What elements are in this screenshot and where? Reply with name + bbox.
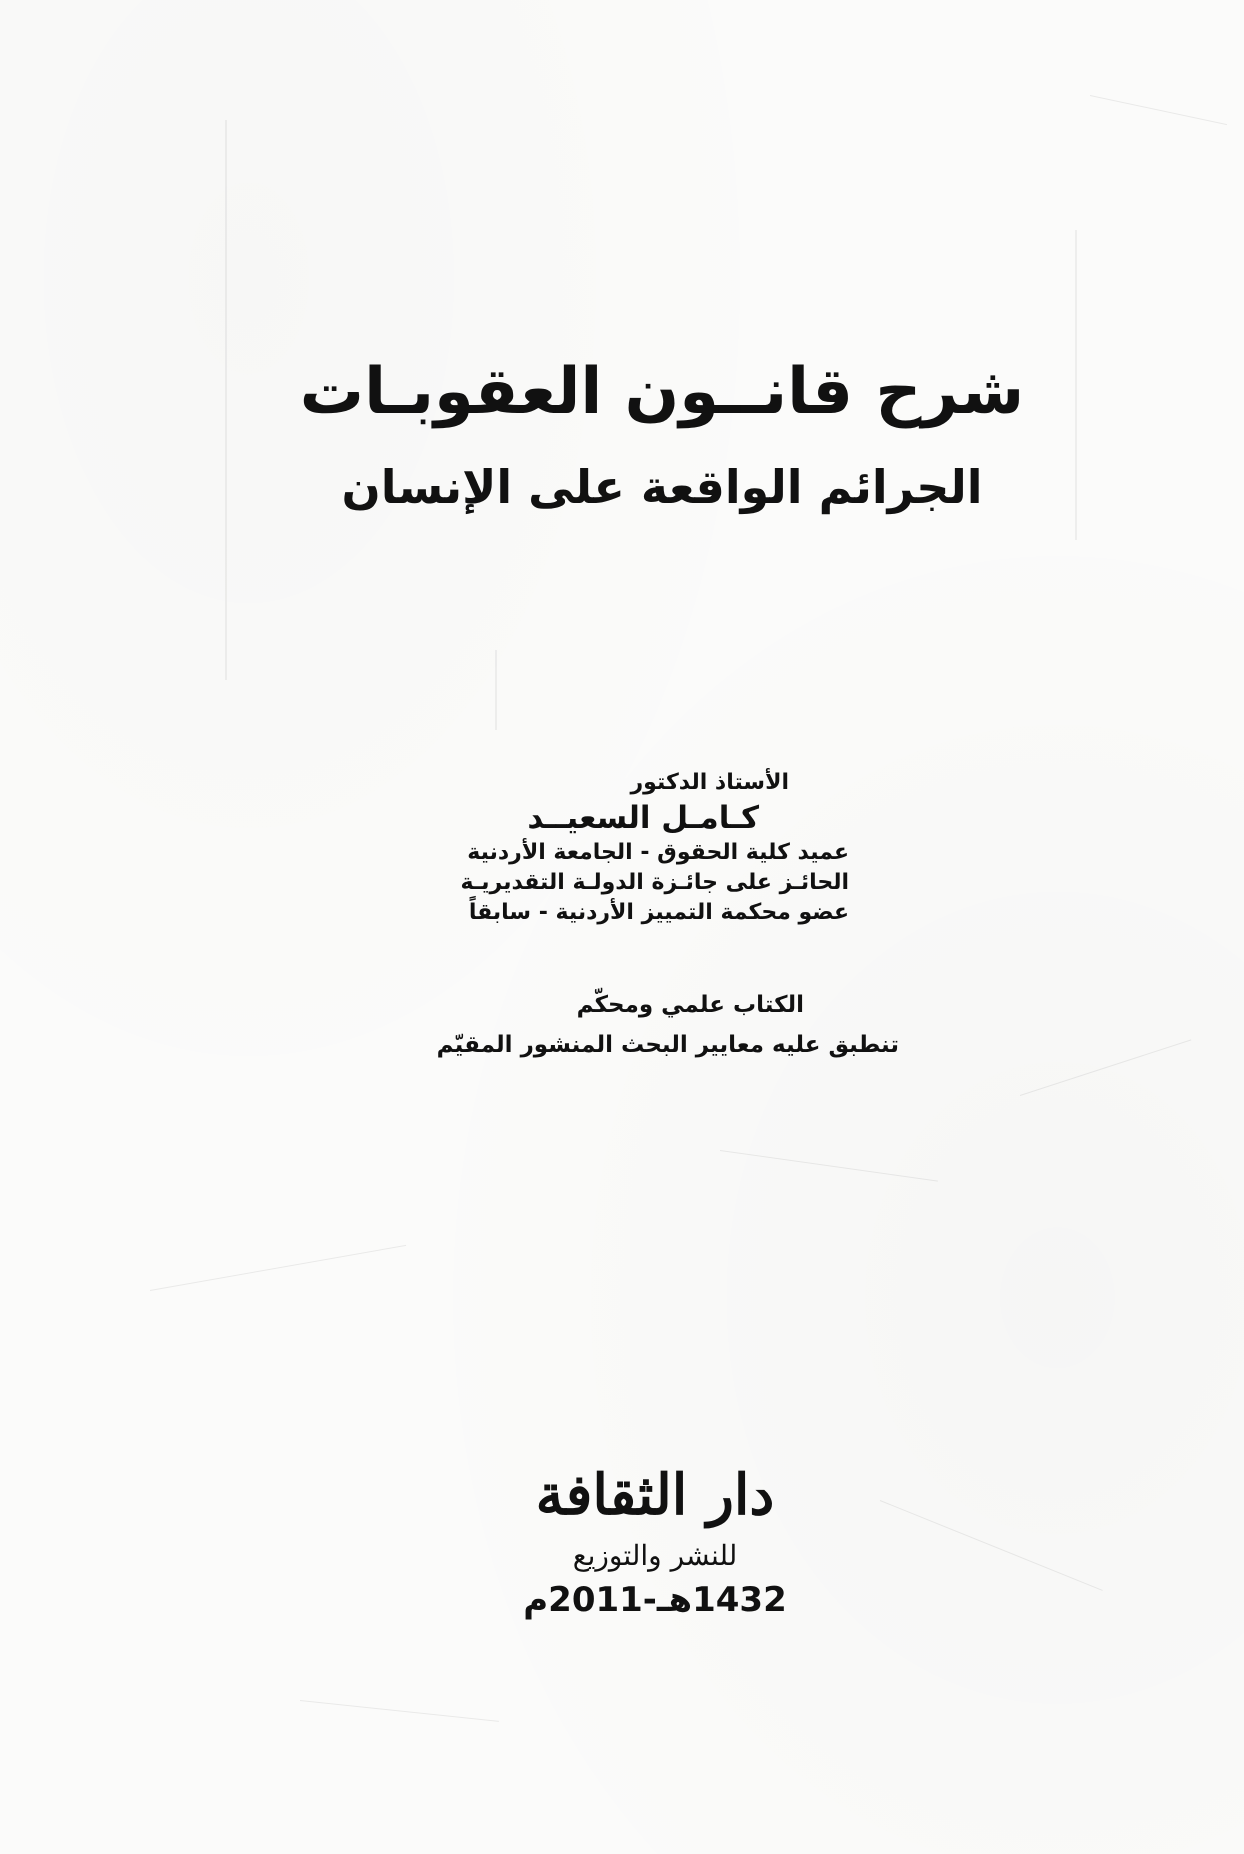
publisher-logo: دار الثقافة: [535, 1462, 775, 1528]
publisher-tagline: للنشر والتوزيع: [572, 1539, 738, 1572]
author-block: [460, 768, 849, 928]
peer-review-note: الكتاب علمي ومحكّم: [576, 992, 804, 1018]
author-name: كـامـل السعيــد: [527, 800, 759, 836]
paper-scratch: [1090, 95, 1227, 125]
paper-scratch: [1020, 1039, 1191, 1096]
paper-scratch: [720, 1150, 938, 1182]
author-credential: عضو محكمة التمييز الأردنية - سابقاً: [468, 900, 849, 925]
show-through-rule: [495, 650, 497, 730]
publisher-block: [520, 1460, 790, 1624]
paper-scratch: [880, 1500, 1103, 1591]
author-credential: الحائـز على جائـزة الدولـة التقديريـة: [460, 870, 849, 895]
publication-year: 1432هـ-2011م: [523, 1580, 787, 1620]
author-title: الأستاذ الدكتور: [630, 770, 789, 795]
author-credential: عميد كلية الحقوق - الجامعة الأردنية: [467, 840, 849, 865]
paper-scratch: [300, 1700, 499, 1722]
research-criteria-note: تنطبق عليه معايير البحث المنشور المقيّم: [436, 1032, 899, 1058]
book-notes: [437, 985, 899, 1065]
book-title: شرح قانــون العقوبـات: [299, 355, 1025, 429]
paper-scratch: [150, 1245, 406, 1291]
book-subtitle: الجرائم الواقعة على الإنسان: [341, 460, 983, 514]
